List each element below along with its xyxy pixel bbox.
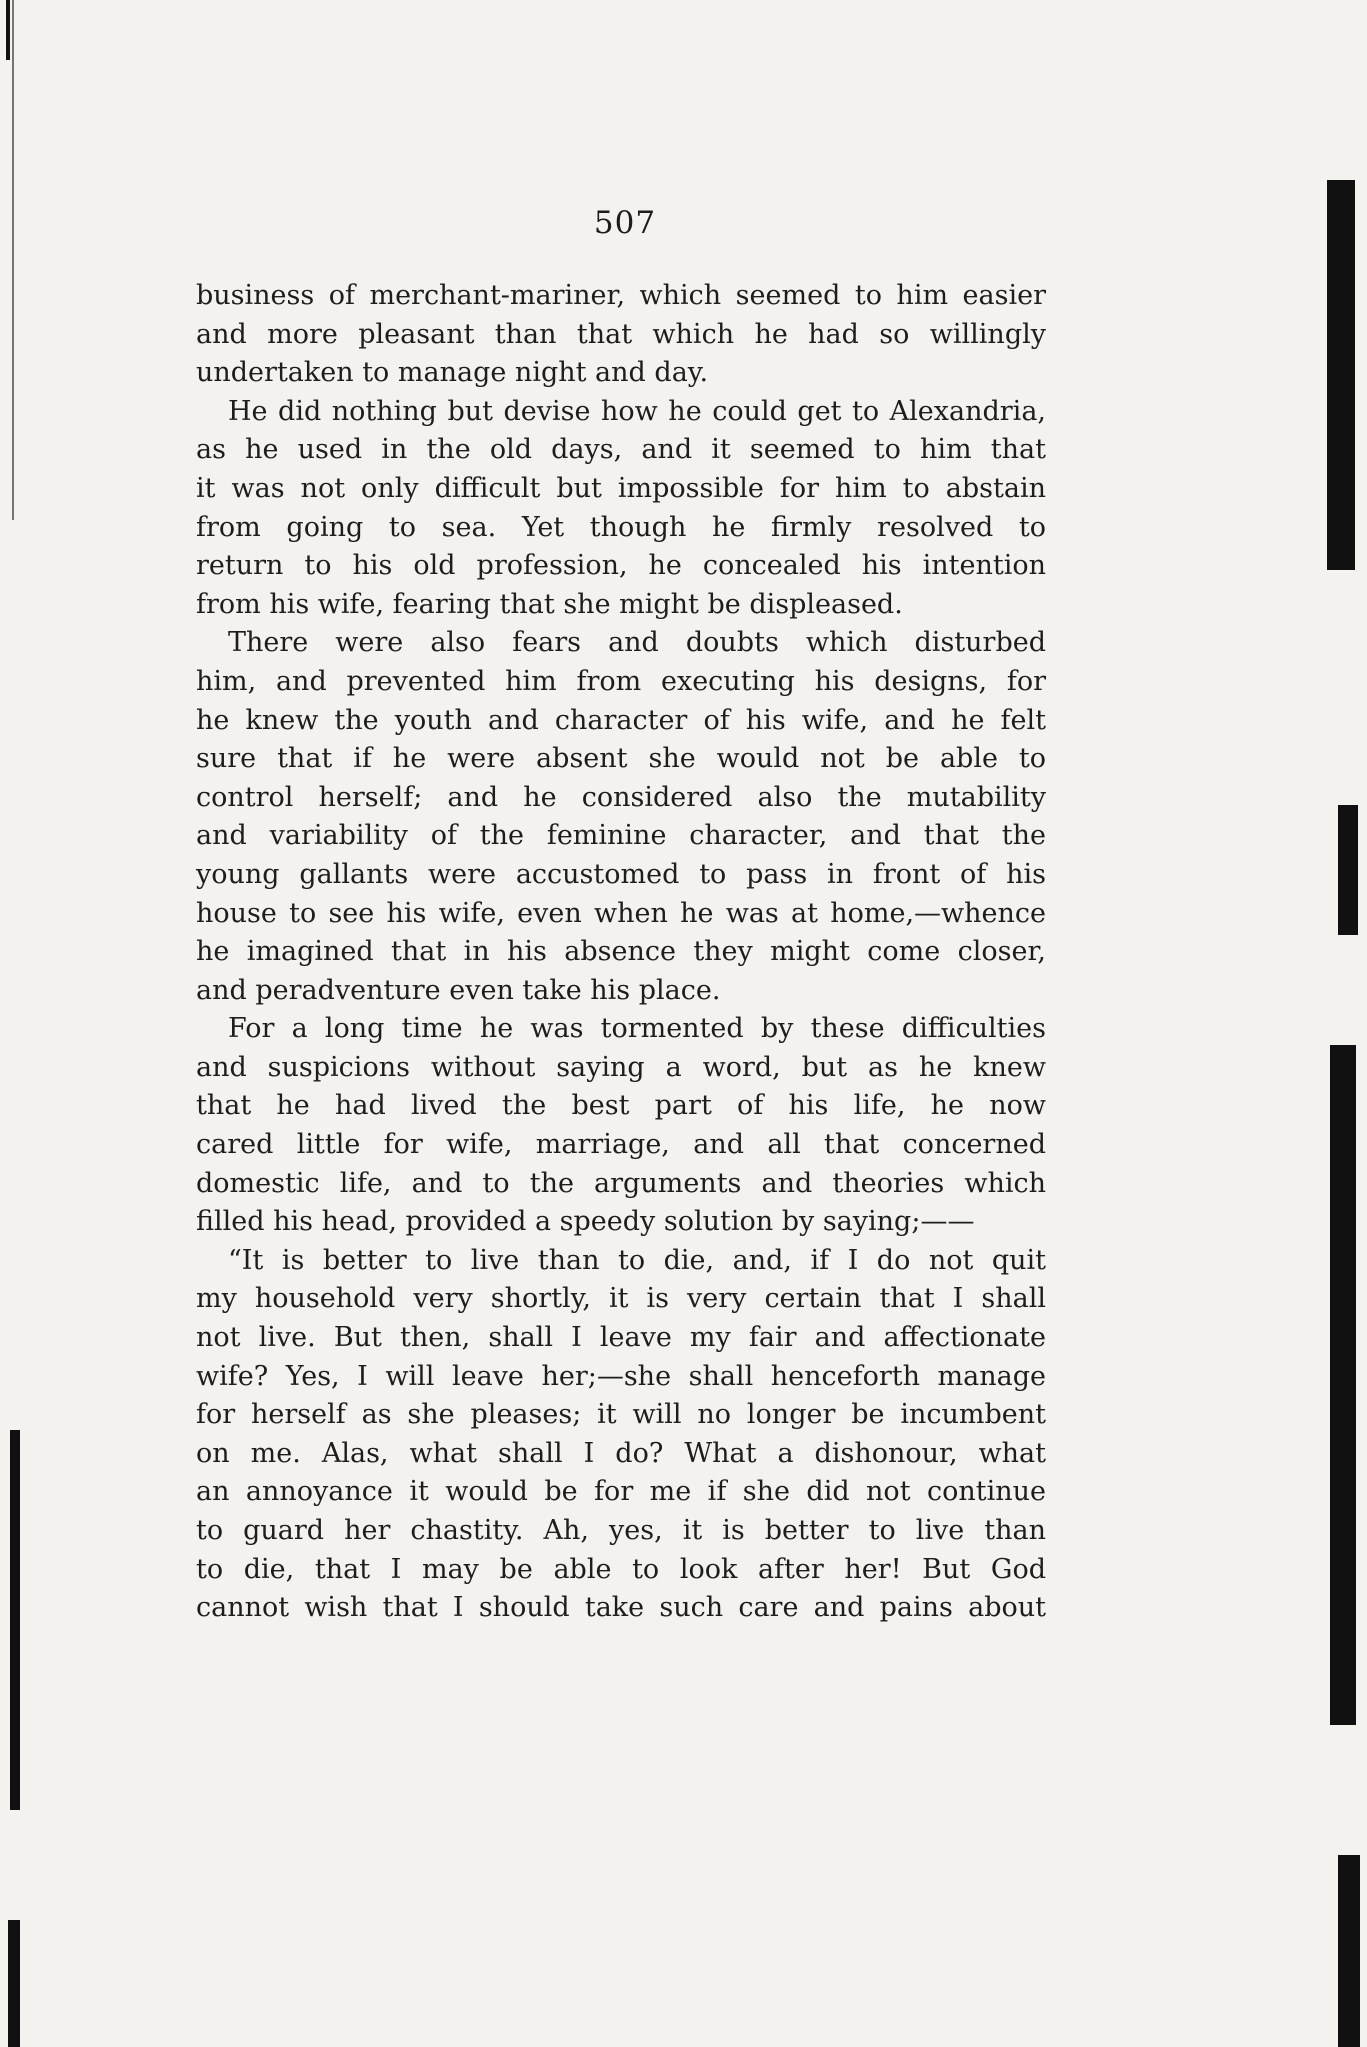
text-line: not live. But then, shall I leave my fair and affectionate [196,1322,1046,1354]
paragraph [196,1010,1046,1242]
text-line: return to his old profession, he concealed his intention [196,550,1046,582]
text-line: an annoyance it would be for me if she did not continue [196,1476,1046,1508]
text-line: “It is better to live than to die, and, if I do not quit [228,1244,1046,1276]
page-number: 507 [593,205,657,241]
body-text [196,277,1046,1628]
text-line: to guard her chastity. Ah, yes, it is better to live than [196,1515,1046,1546]
text-line: filled his head, provided a speedy solution by saying;—— [196,1206,975,1238]
text-line: as he used in the old days, and it seemed to him that [196,434,1046,466]
text-line: that he had lived the best part of his life, he now [196,1090,1046,1122]
text-line: and variability of the feminine character, and that the [196,820,1046,852]
text-line: cannot wish that I should take such care and pains about [196,1592,1046,1624]
text-line: and suspicions without saying a word, but as he knew [196,1051,1046,1083]
text-line: for herself as she pleases; it will no longer be incumbent [196,1399,1046,1431]
paragraph [196,277,1046,393]
scan-edge-left-1 [12,0,14,520]
scan-edge-left-3 [8,1920,20,2047]
text-line: on me. Alas, what shall I do? What a dishonour, what [196,1437,1046,1469]
paragraph [196,1242,1046,1628]
text-line: domestic life, and to the arguments and theories which [196,1167,1046,1199]
text-line: business of merchant-mariner, which seemed to him easier [196,280,1046,311]
text-line: For a long time he was tormented by these difficulties [228,1013,1046,1045]
paragraph [196,624,1046,1010]
text-line: undertaken to manage night and day. [196,357,709,389]
scan-edge-right-2 [1338,805,1358,935]
text-line: from his wife, fearing that she might be displeased. [196,588,903,620]
text-line: and peradventure even take his place. [196,974,721,1006]
scan-edge-left-2 [10,1430,20,1810]
text-line: house to see his wife, even when he was at home,—whence [196,897,1046,929]
scan-edge-right-4 [1338,1855,1360,2047]
text-line: wife? Yes, I will leave her;—she shall henceforth manage [196,1360,1046,1392]
scan-edge-right-1 [1327,180,1355,570]
text-line: young gallants were accustomed to pass in front of his [196,858,1046,890]
text-line: from going to sea. Yet though he firmly resolved to [196,511,1046,543]
text-line: sure that if he were absent she would not be able to [196,743,1046,775]
text-line: him, and prevented him from executing his designs, for [196,665,1046,697]
text-line: my household very shortly, it is very certain that I shall [196,1283,1046,1315]
scan-edge-top-left [6,0,10,60]
paragraph [196,393,1046,625]
text-line: control herself; and he considered also the mutability [196,781,1046,813]
text-line: There were also fears and doubts which disturbed [228,627,1046,659]
text-line: it was not only difficult but impossible for him to abstain [196,472,1046,504]
scan-edge-right-3 [1330,1045,1356,1725]
text-line: and more pleasant than that which he had so willingly [196,318,1046,350]
text-line: to die, that I may be able to look after her! But God [196,1553,1046,1585]
text-line: cared little for wife, marriage, and all that concerned [196,1129,1046,1161]
text-line: He did nothing but devise how he could get to Alexandria, [228,395,1046,427]
text-line: he imagined that in his absence they might come closer, [196,936,1046,968]
text-line: he knew the youth and character of his wife, and he felt [196,704,1046,736]
